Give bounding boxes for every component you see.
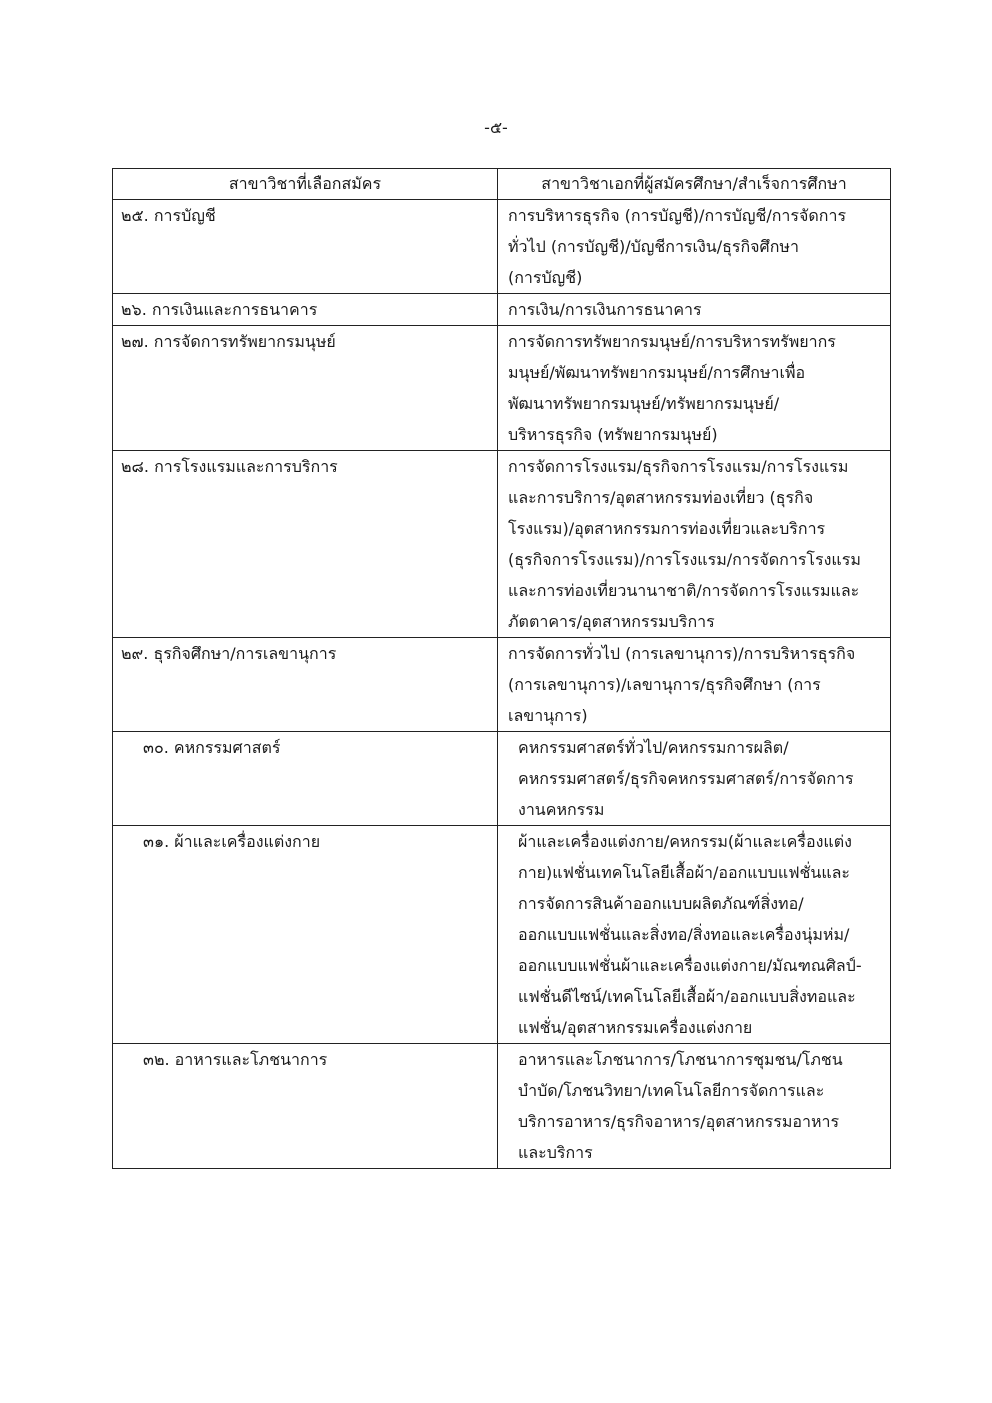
applied-subject-text: ๓๑. ผ้าและเครื่องแต่งกาย bbox=[143, 832, 321, 851]
major-line: การจัดการโรงแรม/ธุรกิจการโรงแรม/การโรงแรม bbox=[508, 457, 849, 476]
major-line: ทั่วไป (การบัญชี)/บัญชีการเงิน/ธุรกิจศึกษา bbox=[508, 237, 799, 256]
major-line: คหกรรมศาสตร์ทั่วไป/คหกรรมการผลิต/ bbox=[518, 738, 789, 757]
header-applied-subject: สาขาวิชาที่เลือกสมัคร bbox=[113, 169, 498, 200]
table-header-row bbox=[113, 169, 891, 200]
table-row bbox=[113, 294, 891, 326]
major-line: และการบริการ/อุตสาหกรรมท่องเที่ยว (ธุรกิจ bbox=[508, 488, 814, 507]
table-row bbox=[113, 826, 891, 1044]
applied-subject-text: ๓๐. คหกรรมศาสตร์ bbox=[143, 738, 281, 757]
applied-subject-cell bbox=[113, 326, 498, 451]
major-line: คหกรรมศาสตร์/ธุรกิจคหกรรมศาสตร์/การจัดการ bbox=[518, 769, 854, 788]
major-line: เลขานุการ) bbox=[508, 706, 588, 725]
major-line: บริการอาหาร/ธุรกิจอาหาร/อุตสาหกรรมอาหาร bbox=[518, 1112, 840, 1131]
major-line: (การบัญชี) bbox=[508, 268, 583, 287]
major-line: (ธุรกิจการโรงแรม)/การโรงแรม/การจัดการโรงแรม bbox=[508, 550, 861, 569]
major-line: การจัดการสินค้าออกแบบผลิตภัณฑ์สิ่งทอ/ bbox=[518, 894, 804, 913]
major-line: อาหารและโภชนาการ/โภชนาการชุมชน/โภชน bbox=[518, 1050, 843, 1069]
major-line: แฟชั่นดีไซน์/เทคโนโลยีเสื้อผ้า/ออกแบบสิ่งทอและ bbox=[518, 987, 856, 1006]
table-row bbox=[113, 732, 891, 826]
applied-subject-text: ๓๒. อาหารและโภชนาการ bbox=[143, 1050, 328, 1069]
major-line: บำบัด/โภชนวิทยา/เทคโนโลยีการจัดการและ bbox=[518, 1081, 825, 1100]
major-line: การบริหารธุรกิจ (การบัญชี)/การบัญชี/การจัดการ bbox=[508, 206, 847, 225]
applied-subject-cell bbox=[113, 294, 498, 326]
major-line: มนุษย์/พัฒนาทรัพยากรมนุษย์/การศึกษาเพื่อ bbox=[508, 363, 806, 382]
studied-majors-cell bbox=[498, 732, 891, 826]
majors-table-container bbox=[112, 168, 890, 1169]
table-row bbox=[113, 451, 891, 638]
major-line: ออกแบบแฟชั่นผ้าและเครื่องแต่งกาย/มัณฑณศิลป์- bbox=[518, 956, 862, 975]
table-body bbox=[113, 200, 891, 1169]
major-line: การจัดการทรัพยากรมนุษย์/การบริหารทรัพยากร bbox=[508, 332, 836, 351]
table-row bbox=[113, 1044, 891, 1169]
applied-subject-cell bbox=[113, 638, 498, 732]
studied-majors-cell bbox=[498, 826, 891, 1044]
major-line: บริหารธุรกิจ (ทรัพยากรมนุษย์) bbox=[508, 425, 718, 444]
major-line: ภัตตาคาร/อุตสาหกรรมบริการ bbox=[508, 612, 715, 631]
table-row bbox=[113, 326, 891, 451]
major-line: และบริการ bbox=[518, 1143, 593, 1162]
applied-subject-text: ๒๕. การบัญชี bbox=[121, 206, 216, 225]
major-line: และการท่องเที่ยวนานาชาติ/การจัดการโรงแรมและ bbox=[508, 581, 860, 600]
applied-subject-cell bbox=[113, 1044, 498, 1169]
major-line: กาย)แฟชั่นเทคโนโลยีเสื้อผ้า/ออกแบบแฟชั่นและ bbox=[518, 863, 851, 882]
major-line: การจัดการทั่วไป (การเลขานุการ)/การบริหารธุรกิจ bbox=[508, 644, 856, 663]
major-line: ผ้าและเครื่องแต่งกาย/คหกรรม(ผ้าและเครื่องแต่ง bbox=[518, 832, 852, 851]
applied-subject-cell bbox=[113, 826, 498, 1044]
studied-majors-cell bbox=[498, 326, 891, 451]
table-row bbox=[113, 638, 891, 732]
major-line: การเงิน/การเงินการธนาคาร bbox=[508, 300, 702, 319]
major-line: ออกแบบแฟชั่นและสิ่งทอ/สิ่งทอและเครื่องนุ่มห่ม/ bbox=[518, 925, 850, 944]
major-line: โรงแรม)/อุตสาหกรรมการท่องเที่ยวและบริการ bbox=[508, 519, 826, 538]
applied-subject-text: ๒๖. การเงินและการธนาคาร bbox=[121, 300, 318, 319]
header-studied-major: สาขาวิชาเอกที่ผู้สมัครศึกษา/สำเร็จการศึกษา bbox=[498, 169, 891, 200]
applied-subject-cell bbox=[113, 451, 498, 638]
major-line: พัฒนาทรัพยากรมนุษย์/ทรัพยากรมนุษย์/ bbox=[508, 394, 780, 413]
studied-majors-cell bbox=[498, 200, 891, 294]
major-line: (การเลขานุการ)/เลขานุการ/ธุรกิจศึกษา (การ bbox=[508, 675, 821, 694]
applied-subject-text: ๒๙. ธุรกิจศึกษา/การเลขานุการ bbox=[121, 644, 337, 663]
page-number: -๕- bbox=[484, 118, 508, 137]
major-line: แฟชั่น/อุตสาหกรรมเครื่องแต่งกาย bbox=[518, 1018, 753, 1037]
studied-majors-cell bbox=[498, 638, 891, 732]
major-line: งานคหกรรม bbox=[518, 800, 605, 819]
studied-majors-cell bbox=[498, 451, 891, 638]
majors-table bbox=[112, 168, 891, 1169]
table-row bbox=[113, 200, 891, 294]
applied-subject-text: ๒๗. การจัดการทรัพยากรมนุษย์ bbox=[121, 332, 336, 351]
studied-majors-cell bbox=[498, 1044, 891, 1169]
applied-subject-cell bbox=[113, 200, 498, 294]
studied-majors-cell bbox=[498, 294, 891, 326]
applied-subject-cell bbox=[113, 732, 498, 826]
applied-subject-text: ๒๘. การโรงแรมและการบริการ bbox=[121, 457, 338, 476]
